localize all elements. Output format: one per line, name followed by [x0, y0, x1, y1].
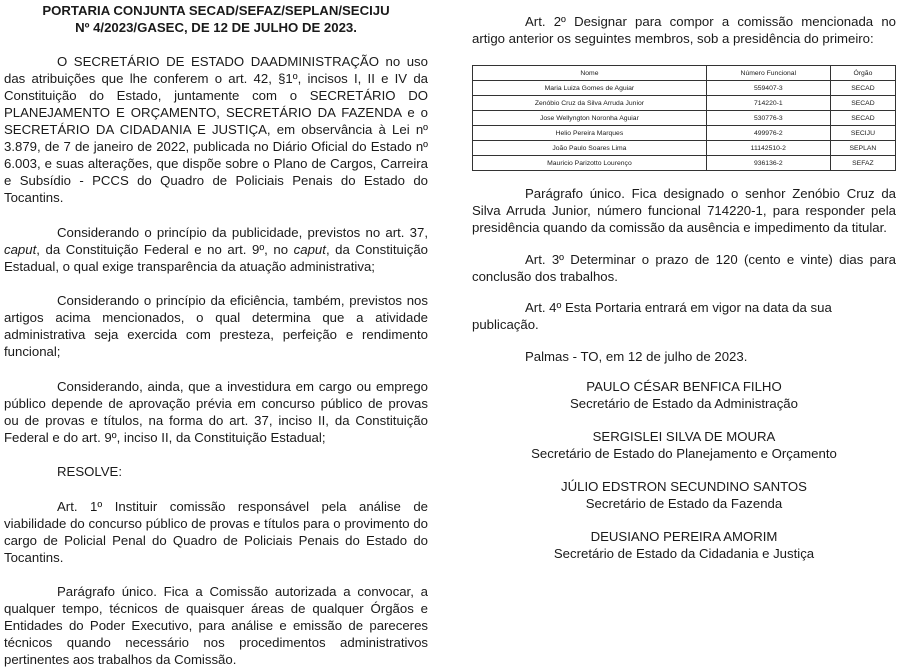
member-name: Mauricio Parizotto Lourenço — [473, 156, 707, 171]
investiture-paragraph: Considerando, ainda, que a investidura em cargo ou emprego público depende de aprovação prévia em concurso público de provas ou de provas e títulos, na forma do art. 37, inciso II, da Constituição Federal e do art. 9º, inciso II, da Constituição Estadual; — [4, 378, 428, 445]
member-organ: SEPLAN — [830, 141, 895, 156]
member-number: 499976-2 — [706, 126, 830, 141]
table-row — [473, 156, 896, 171]
efficiency-paragraph: Considerando o princípio da eficiência, também, previstos nos artigos acima mencionados, o qual determina que a atividade administrativa seja exercida com presteza, perfeição e rendimento funcional; — [4, 293, 428, 359]
member-number: 559407-3 — [706, 81, 830, 96]
publicity-paragraph — [4, 224, 428, 275]
signature-block — [472, 478, 896, 512]
header-number: Número Funcional — [706, 66, 830, 81]
member-name: Jose Wellyngton Noronha Aguiar — [473, 111, 707, 126]
member-organ: SEFAZ — [830, 156, 895, 171]
member-name: Maria Luiza Gomes de Aguiar — [473, 81, 707, 96]
signature-block — [472, 528, 896, 562]
table-header-row — [473, 66, 896, 81]
members-table — [472, 65, 896, 171]
signatory-name: DEUSIANO PEREIRA AMORIM — [590, 529, 778, 544]
signatory-name: JÚLIO EDSTRON SECUNDINO SANTOS — [561, 479, 807, 494]
table-row — [473, 141, 896, 156]
signatory-role: Secretário de Estado do Planejamento e Orçamento — [531, 446, 837, 461]
publicity-text-c: , da Constituição Estadual, o qual exige transparência da atuação administrativa; — [4, 241, 429, 274]
right-column — [472, 13, 896, 578]
article-1: Art. 1º Instituir comissão responsável pela análise de viabilidade do concurso público de provas e títulos para o provimento do cargo de Policial Penal do Quadro de Policiais Penais do Estado do Tocantins. — [4, 498, 428, 565]
signature-block — [472, 378, 896, 412]
article-1-sole-paragraph: Parágrafo único. Fica a Comissão autorizada a convocar, a qualquer tempo, técnicos de quaisquer áreas de qualquer Órgãos e Entidades do Poder Executivo, para análise e emissão de pareceres técnicos quando necessário nos procedimentos administrativos pertinentes aos trabalhos da Comissão. — [4, 584, 428, 667]
member-number: 936136-2 — [706, 156, 830, 171]
caput-term: caput — [4, 241, 37, 257]
publicity-text-b: , da Constituição Federal e no art. 9º, no — [36, 241, 289, 257]
signatory-name: PAULO CÉSAR BENFICA FILHO — [586, 379, 782, 394]
place-and-date: Palmas - TO, em 12 de julho de 2023. — [525, 349, 748, 364]
document-title-line1: PORTARIA CONJUNTA SECAD/SEFAZ/SEPLAN/SECIJU — [42, 3, 390, 18]
article-2-sole-paragraph: Parágrafo único. Fica designado o senhor Zenóbio Cruz da Silva Arruda Junior, número funcional 714220-1, para responder pela presidência quando da comissão da ausência e impedimento da titular. — [472, 186, 896, 235]
article-2: Art. 2º Designar para compor a comissão mencionada no artigo anterior os seguintes membros, sob a presidência do primeiro: — [472, 14, 896, 46]
member-number: 11142510-2 — [706, 141, 830, 156]
member-number: 530776-3 — [706, 111, 830, 126]
article-3: Art. 3º Determinar o prazo de 120 (cento e vinte) dias para conclusão dos trabalhos. — [472, 252, 896, 284]
left-column — [4, 2, 428, 668]
signatory-role: Secretário de Estado da Cidadania e Justiça — [553, 546, 815, 561]
header-organ: Órgão — [830, 66, 895, 81]
article-4: Art. 4º Esta Portaria entrará em vigor na data da sua publicação. — [472, 300, 832, 332]
member-organ: SECAD — [830, 81, 895, 96]
member-organ: SECAD — [830, 111, 895, 126]
resolve-heading: RESOLVE: — [57, 464, 122, 479]
preamble-paragraph: O SECRETÁRIO DE ESTADO DAADMINISTRAÇÃO no uso das atribuições que lhe conferem o art. 42, §1º, incisos I, II e IV da Constituição do Estado, juntamente com o SECRETÁRIO DO PLANEJAMENTO E ORÇAMENTO, SECRETÁRIO DA FAZENDA e o SECRETÁRIO DA CIDADANIA E JUSTIÇA, em observância à Lei nº 3.879, de 7 de janeiro de 2022, publicada no Diário Oficial do Estado nº 6.003, e suas alterações, que dispõe sobre o Plano de Cargos, Carreira e Subsídio - PCCS do Quadro de Policiais Penais do Estado do Tocantins. — [4, 54, 428, 205]
header-name: Nome — [473, 66, 707, 81]
caput-term: caput — [293, 241, 326, 257]
document-title-line2: Nº 4/2023/GASEC, DE 12 DE JULHO DE 2023. — [75, 20, 357, 35]
publicity-text-a: Considerando o princípio da publicidade, previstos no art. 37, — [57, 224, 428, 240]
member-number: 714220-1 — [706, 96, 830, 111]
signature-block — [472, 428, 896, 462]
table-row — [473, 126, 896, 141]
table-row — [473, 96, 896, 111]
member-organ: SECAD — [830, 96, 895, 111]
member-name: João Paulo Soares Lima — [473, 141, 707, 156]
signatory-role: Secretário de Estado da Fazenda — [585, 496, 783, 511]
member-name: Zenóbio Cruz da Silva Arruda Junior — [473, 96, 707, 111]
member-organ: SECIJU — [830, 126, 895, 141]
signatory-name: SERGISLEI SILVA DE MOURA — [592, 429, 776, 444]
signatory-role: Secretário de Estado da Administração — [570, 396, 798, 411]
table-row — [473, 81, 896, 96]
table-row — [473, 111, 896, 126]
member-name: Helio Pereira Marques — [473, 126, 707, 141]
